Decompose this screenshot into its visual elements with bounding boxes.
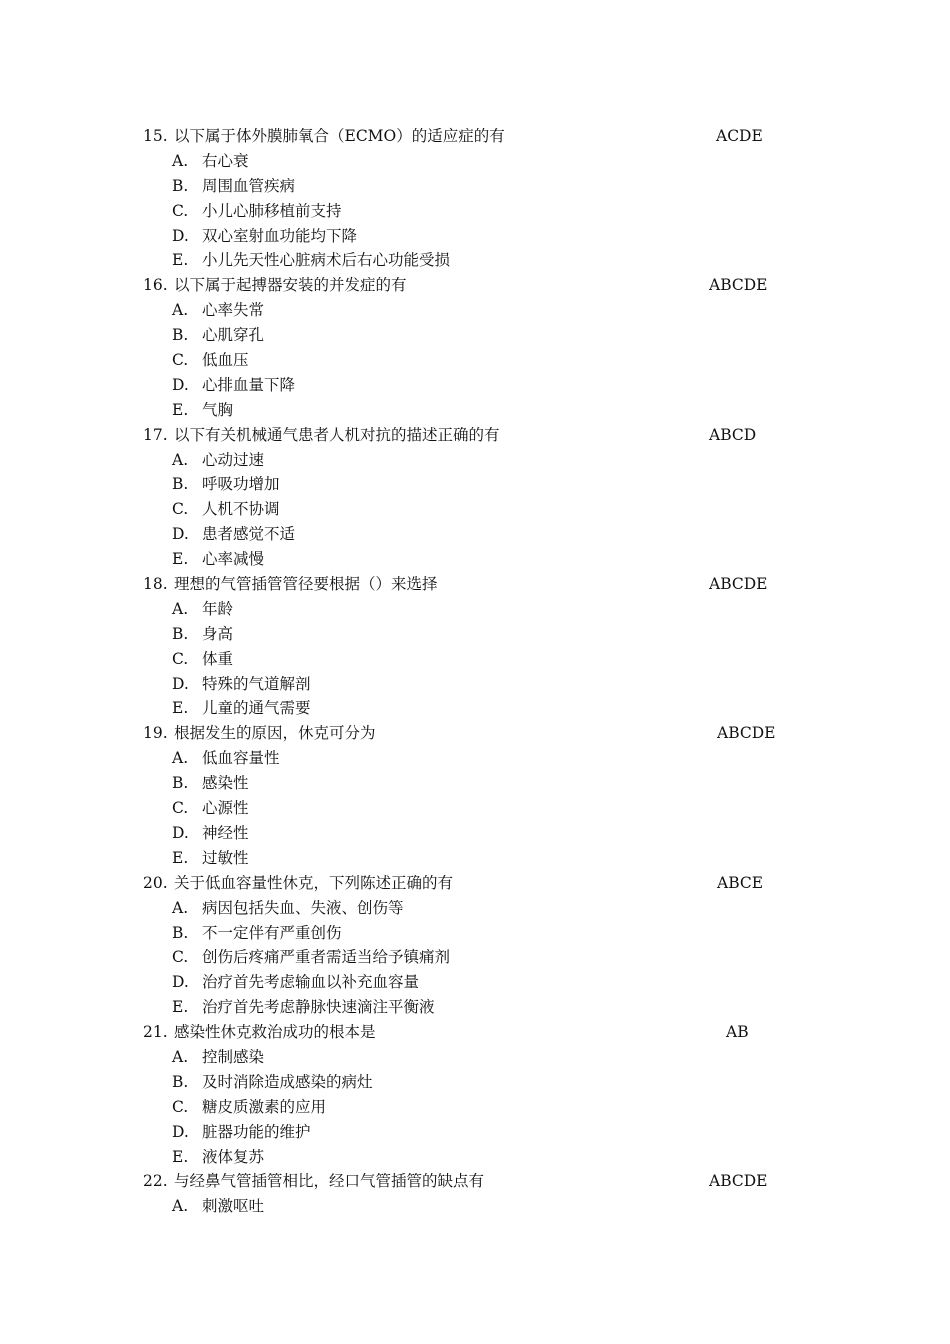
- question-text: 以下有关机械通气患者人机对抗的描述正确的有: [174, 425, 500, 444]
- option-label: C.: [172, 351, 189, 370]
- option-text: 儿童的通气需要: [202, 699, 311, 718]
- question-line: [0, 871, 950, 896]
- question-answer: ABCE: [717, 873, 764, 892]
- option-line: [0, 199, 950, 224]
- option-text: 低血容量性: [202, 749, 280, 768]
- option-text: 脏器功能的维护: [202, 1122, 311, 1141]
- option-line: [0, 472, 950, 497]
- question-answer: ABCDE: [709, 575, 768, 594]
- option-line: [0, 547, 950, 572]
- option-line: [0, 448, 950, 473]
- option-label: D.: [172, 674, 189, 693]
- option-text: 气胸: [202, 400, 234, 419]
- question-answer: ABCDE: [709, 276, 768, 295]
- option-label: B.: [172, 475, 189, 494]
- option-line: [0, 821, 950, 846]
- option-text: 糖皮质激素的应用: [202, 1097, 327, 1116]
- option-line: [0, 1070, 950, 1095]
- option-text: 小儿先天性心脏病术后右心功能受损: [202, 251, 451, 270]
- question-text: 以下属于体外膜肺氧合（ECMO）的适应症的有: [174, 127, 505, 145]
- option-text: 及时消除造成感染的病灶: [202, 1072, 373, 1091]
- question-answer: ABCD: [709, 425, 757, 444]
- option-line: [0, 597, 950, 622]
- option-line: [0, 970, 950, 995]
- option-line: [0, 298, 950, 323]
- option-label: A.: [172, 898, 189, 917]
- option-line: [0, 995, 950, 1020]
- option-line: [0, 248, 950, 273]
- option-line: [0, 1194, 950, 1219]
- question-number: 20.: [143, 873, 168, 892]
- option-text: 心肌穿孔: [202, 326, 265, 345]
- option-line: [0, 746, 950, 771]
- option-text: 心率减慢: [202, 550, 265, 569]
- option-label: D.: [172, 375, 189, 394]
- option-line: [0, 896, 950, 921]
- option-line: [0, 846, 950, 871]
- option-text: 刺激呕吐: [202, 1197, 265, 1216]
- option-label: E.: [172, 699, 189, 718]
- option-text: 特殊的气道解剖: [202, 674, 311, 693]
- option-text: 心率失常: [202, 301, 265, 320]
- question-line: [0, 572, 950, 597]
- option-label: E.: [172, 251, 189, 270]
- question-line: [0, 1020, 950, 1045]
- option-text: 心源性: [202, 799, 249, 818]
- option-line: [0, 398, 950, 423]
- option-line: [0, 1045, 950, 1070]
- option-line: [0, 373, 950, 398]
- option-line: [0, 1095, 950, 1120]
- question-text: 以下属于起搏器安装的并发症的有: [174, 276, 407, 295]
- option-label: A.: [172, 1047, 189, 1066]
- option-line: [0, 771, 950, 796]
- option-label: D.: [172, 226, 189, 245]
- option-text: 呼吸功增加: [202, 475, 280, 494]
- question-number: 18.: [143, 575, 168, 594]
- question-number: 21.: [143, 1023, 168, 1042]
- exam-document: [0, 124, 950, 1219]
- option-text: 病因包括失血、失液、创伤等: [202, 898, 404, 917]
- option-label: B.: [172, 624, 189, 643]
- option-line: [0, 174, 950, 199]
- question-line: [0, 124, 950, 149]
- question-text: 感染性休克救治成功的根本是: [174, 1023, 376, 1042]
- option-line: [0, 522, 950, 547]
- option-text: 患者感觉不适: [202, 525, 296, 544]
- option-text: 治疗首先考虑静脉快速滴注平衡液: [202, 998, 435, 1017]
- question-answer: AB: [726, 1023, 749, 1042]
- option-label: E.: [172, 848, 189, 867]
- option-label: D.: [172, 973, 189, 992]
- option-line: [0, 348, 950, 373]
- question-number: 17.: [143, 425, 168, 444]
- question-text: 理想的气管插管管径要根据（）来选择: [174, 575, 438, 594]
- question-line: [0, 423, 950, 448]
- question-answer: ACDE: [716, 127, 763, 145]
- option-label: C.: [172, 799, 189, 818]
- option-text: 神经性: [202, 823, 249, 842]
- option-label: C.: [172, 500, 189, 519]
- question-text: 根据发生的原因，休克可分为: [174, 724, 376, 743]
- option-line: [0, 1120, 950, 1145]
- option-text: 低血压: [202, 351, 249, 370]
- option-text: 心动过速: [202, 450, 265, 469]
- option-line: [0, 945, 950, 970]
- option-label: C.: [172, 948, 189, 967]
- option-label: A.: [172, 1197, 189, 1216]
- option-text: 身高: [202, 624, 234, 643]
- option-text: 创伤后疼痛严重者需适当给予镇痛剂: [202, 948, 451, 967]
- option-label: B.: [172, 176, 189, 195]
- question-line: [0, 1169, 950, 1194]
- option-label: E.: [172, 1147, 189, 1166]
- option-line: [0, 1145, 950, 1170]
- option-text: 人机不协调: [202, 500, 280, 519]
- option-label: B.: [172, 923, 189, 942]
- option-label: A.: [172, 599, 189, 618]
- option-label: B.: [172, 774, 189, 793]
- option-line: [0, 622, 950, 647]
- option-text: 心排血量下降: [202, 375, 296, 394]
- option-line: [0, 672, 950, 697]
- option-text: 感染性: [202, 774, 249, 793]
- question-text: 关于低血容量性休克，下列陈述正确的有: [174, 873, 454, 892]
- option-line: [0, 149, 950, 174]
- option-text: 液体复苏: [202, 1147, 265, 1166]
- option-label: A.: [172, 151, 189, 170]
- option-text: 年龄: [202, 599, 234, 618]
- option-label: A.: [172, 301, 189, 320]
- option-line: [0, 323, 950, 348]
- option-label: D.: [172, 1122, 189, 1141]
- question-number: 22.: [143, 1172, 168, 1191]
- option-label: A.: [172, 450, 189, 469]
- option-label: B.: [172, 1072, 189, 1091]
- option-text: 控制感染: [202, 1047, 265, 1066]
- question-text: 与经鼻气管插管相比，经口气管插管的缺点有: [174, 1172, 485, 1191]
- option-label: E.: [172, 400, 189, 419]
- question-number: 16.: [143, 276, 168, 295]
- question-number: 19.: [143, 724, 168, 743]
- option-text: 右心衰: [202, 151, 249, 170]
- option-line: [0, 796, 950, 821]
- option-label: A.: [172, 749, 189, 768]
- option-label: C.: [172, 649, 189, 668]
- option-label: E.: [172, 550, 189, 569]
- option-label: D.: [172, 525, 189, 544]
- question-line: [0, 721, 950, 746]
- question-line: [0, 273, 950, 298]
- option-label: C.: [172, 201, 189, 220]
- option-label: C.: [172, 1097, 189, 1116]
- question-number: 15.: [143, 127, 168, 145]
- question-answer: ABCDE: [717, 724, 776, 743]
- option-line: [0, 647, 950, 672]
- option-line: [0, 497, 950, 522]
- option-label: D.: [172, 823, 189, 842]
- option-label: E.: [172, 998, 189, 1017]
- option-line: [0, 921, 950, 946]
- option-line: [0, 224, 950, 249]
- question-answer: ABCDE: [709, 1172, 768, 1191]
- option-line: [0, 696, 950, 721]
- option-label: B.: [172, 326, 189, 345]
- option-text: 体重: [202, 649, 234, 668]
- option-text: 不一定伴有严重创伤: [202, 923, 342, 942]
- option-text: 周围血管疾病: [202, 176, 296, 195]
- option-text: 过敏性: [202, 848, 249, 867]
- option-text: 小儿心肺移植前支持: [202, 201, 342, 220]
- option-text: 双心室射血功能均下降: [202, 226, 358, 245]
- option-text: 治疗首先考虑输血以补充血容量: [202, 973, 420, 992]
